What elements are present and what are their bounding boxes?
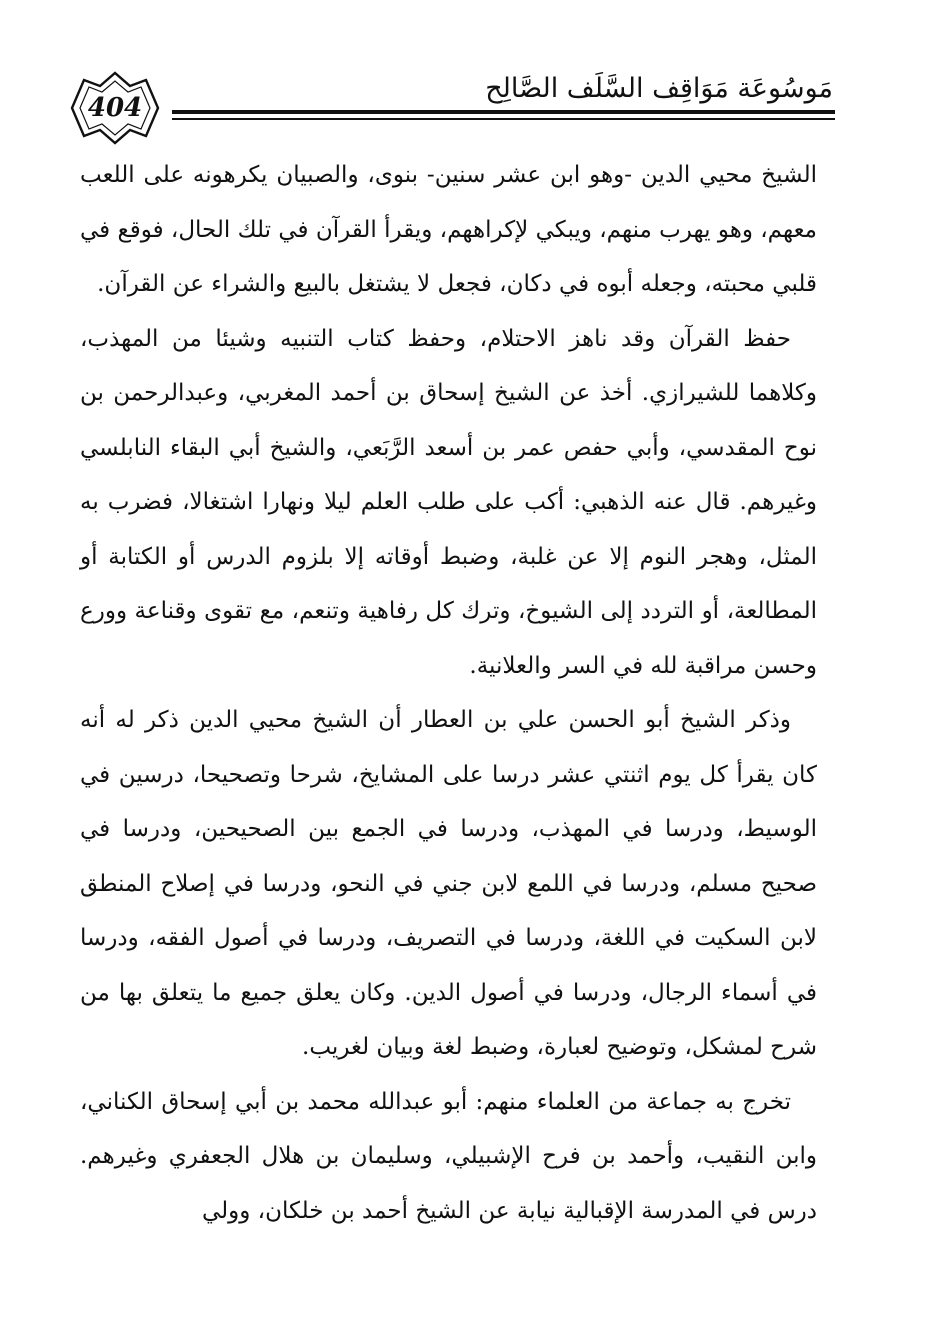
paragraph: تخرج به جماعة من العلماء منهم: أبو عبدالله محمد بن أبي إسحاق الكناني، وابن النقيب، وأحمد بن فرح الإشبيلي، وسليمان بن هلال الجعفري وغيرهم. درس في المدرسة الإقبالية نيابة عن الشيخ أحمد بن خلكان، وولي (80, 1088, 817, 1224)
page-body (80, 148, 817, 1238)
header-rule-thin (172, 118, 835, 120)
paragraph: الشيخ محيي الدين -وهو ابن عشر سنين- بنوى، والصبيان يكرهونه على اللعب معهم، وهو يهرب منهم، ويبكي لإكراههم، ويقرأ القرآن في تلك الحال، فوقع في قلبي محبته، وجعله أبوه في دكان، فجعل لا يشتغل بالبيع والشراء عن القرآن. (80, 162, 817, 297)
page-header (60, 70, 835, 150)
paragraph: وذكر الشيخ أبو الحسن علي بن العطار أن الشيخ محيي الدين ذكر له أنه كان يقرأ كل يوم اثنتي عشر درسا على المشايخ، شرحا وتصحيحا، درسين في الوسيط، ودرسا في المهذب، ودرسا في الجمع بين الصحيحين، ودرسا في صحيح مسلم، ودرسا في اللمع لابن جني في النحو، ودرسا في إصلاح المنطق لابن السكيت في اللغة، ودرسا في التصريف، ودرسا في أصول الفقه، ودرسا في أسماء الرجال، ودرسا في أصول الدين. وكان يعلق جميع ما يتعلق بها من شرح لمشكل، وتوضيح لعبارة، وضبط لغة وبيان لغريب. (80, 707, 817, 1060)
page-number: 404 (87, 93, 143, 123)
paragraph: حفظ القرآن وقد ناهز الاحتلام، وحفظ كتاب التنبيه وشيئا من المهذب، وكلاهما للشيرازي. أخذ عن الشيخ إسحاق بن أحمد المغربي، وعبدالرحمن بن نوح المقدسي، وأبي حفص عمر بن أسعد الرَّبَعي، والشيخ أبي البقاء النابلسي وغيرهم. قال عنه الذهبي: أكب على طلب العلم ليلا ونهارا اشتغالا، فضرب به المثل، وهجر النوم إلا عن غلبة، وضبط أوقاته إلا بلزوم الدرس أو الكتابة أو المطالعة، أو التردد إلى الشيوخ، وترك كل رفاهية وتنعم، مع تقوى وقناعة وورع وحسن مراقبة لله في السر والعلانية. (80, 325, 817, 679)
header-rule (172, 110, 835, 114)
page-number-badge (60, 70, 170, 146)
series-title: مَوسُوعَة مَوَاقِف السَّلَف الصَّالِح (475, 70, 835, 108)
